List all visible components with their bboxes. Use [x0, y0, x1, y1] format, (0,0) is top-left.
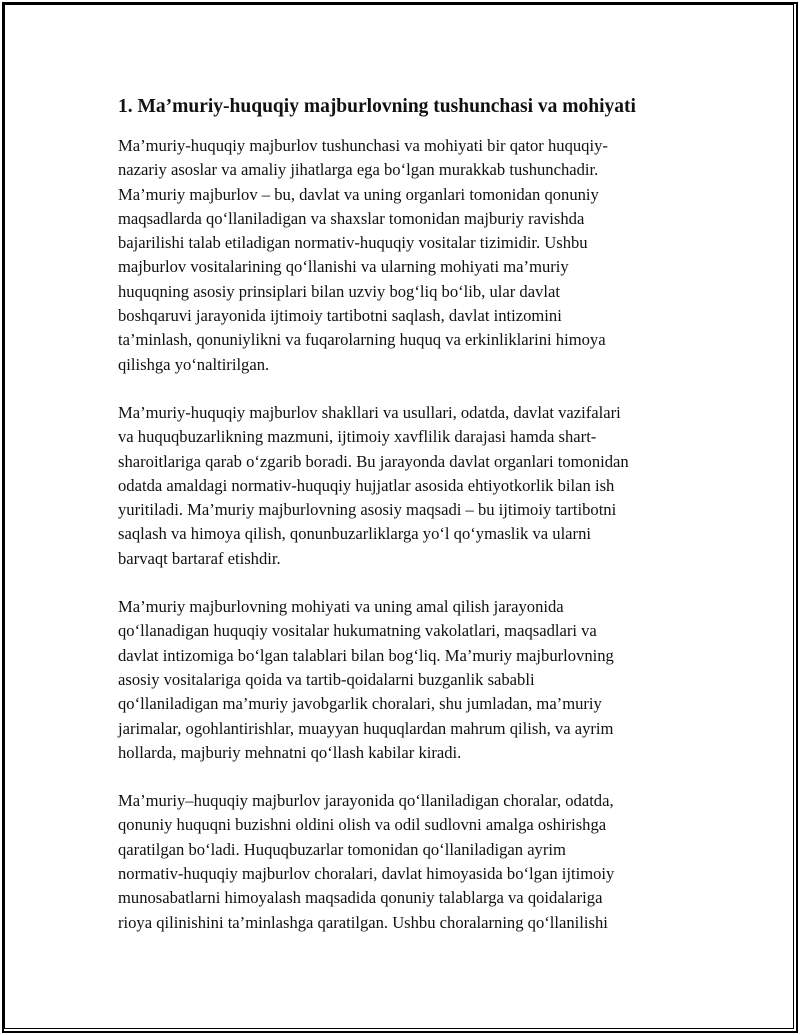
paragraph-line: qilishga yo‘naltirilgan. — [118, 354, 270, 374]
paragraph-line: davlat intizomiga bo‘lgan talablari bilan bog‘liq. Ma’muriy majburlovning — [118, 645, 614, 665]
paragraph-line: Ma’muriy-huquqiy majburlov shakllari va usullari, odatda, davlat vazifalari — [118, 402, 621, 422]
paragraph-line: nazariy asoslar va amaliy jihatlarga ega bo‘lgan murakkab tushunchadir. — [118, 160, 599, 180]
paragraph-line: barvaqt bartaraf etishdir. — [118, 548, 281, 568]
paragraph-line: normativ-huquqiy majburlov choralari, davlat himoyasida bo‘lgan ijtimoiy — [118, 864, 615, 884]
paragraph-line: qaratilgan bo‘ladi. Huquqbuzarlar tomonidan qo‘llaniladigan ayrim — [118, 839, 566, 859]
paragraph-line: yuritiladi. Ma’muriy majburlovning asosiy maqsadi – bu ijtimoiy tartibotni — [118, 500, 617, 520]
paragraph-line: maqsadlarda qo‘llaniladigan va shaxslar tomonidan majburiy ravishda — [118, 208, 585, 228]
paragraph-line: qo‘llanadigan huquqiy vositalar hukumatning vakolatlari, maqsadlari va — [118, 621, 597, 641]
paragraph — [118, 595, 698, 765]
paragraph-line: bajarilishi talab etiladigan normativ-huquqiy vositalar tizimidir. Ushbu — [118, 233, 588, 253]
paragraph-line: odatda amaldagi normativ-huquqiy hujjatlar asosida ehtiyotkorlik bilan ish — [118, 475, 615, 495]
paragraph-line: jarimalar, ogohlantirishlar, muayyan huquqlardan mahrum qilish, va ayrim — [118, 718, 614, 738]
paragraph-line: Ma’muriy majburlov – bu, davlat va uning organlari tomonidan qonuniy — [118, 184, 599, 204]
paragraph-line: qonuniy huquqni buzishni oldini olish va odil sudlovni amalga oshirishga — [118, 815, 607, 835]
paragraph-line: va huquqbuzarlikning mazmuni, ijtimoiy xavflilik darajasi hamda shart- — [118, 427, 597, 447]
section-heading: 1. Ma’muriy-huquqiy majburlovning tushunchasi va mohiyati — [118, 96, 636, 117]
paragraph-line: hollarda, majburiy mehnatni qo‘llash kabilar kiradi. — [118, 742, 462, 762]
paragraph-line: munosabatlarni himoyalash maqsadida qonuniy talablarga va qoidalariga — [118, 888, 603, 908]
document-page — [118, 94, 698, 959]
paragraph-line: sharoitlariga qarab o‘zgarib boradi. Bu jarayonda davlat organlari tomonidan — [118, 451, 629, 471]
paragraph-line: Ma’muriy majburlovning mohiyati va uning amal qilish jarayonida — [118, 597, 564, 617]
paragraph-line: ta’minlash, qonuniylikni va fuqarolarning huquq va erkinliklarini himoya — [118, 330, 606, 350]
paragraph-line: huquqning asosiy prinsiplari bilan uzviy bog‘liq bo‘lib, ular davlat — [118, 281, 560, 301]
paragraph-line: rioya qilinishini ta’minlashga qaratilgan. Ushbu choralarning qo‘llanilishi — [118, 912, 608, 932]
paragraph-line: Ma’muriy-huquqiy majburlov tushunchasi va mohiyati bir qator huquqiy- — [118, 136, 608, 155]
paragraph-line: saqlash va himoya qilish, qonunbuzarliklarga yo‘l qo‘ymaslik va ularni — [118, 524, 591, 544]
paragraph — [118, 789, 698, 935]
document-body — [118, 134, 698, 935]
paragraph-line: asosiy vositalariga qoida va tartib-qoidalarni buzganlik sababli — [118, 669, 535, 689]
paragraph-line: boshqaruvi jarayonida ijtimoiy tartibotni saqlash, davlat intizomini — [118, 306, 562, 326]
paragraph — [118, 134, 698, 377]
paragraph — [118, 401, 698, 571]
paragraph-line: majburlov vositalarining qo‘llanishi va ularning mohiyati ma’muriy — [118, 257, 569, 277]
paragraph-line: Ma’muriy–huquqiy majburlov jarayonida qo‘llaniladigan choralar, odatda, — [118, 791, 614, 811]
paragraph-line: qo‘llaniladigan ma’muriy javobgarlik choralari, shu jumladan, ma’muriy — [118, 694, 602, 714]
